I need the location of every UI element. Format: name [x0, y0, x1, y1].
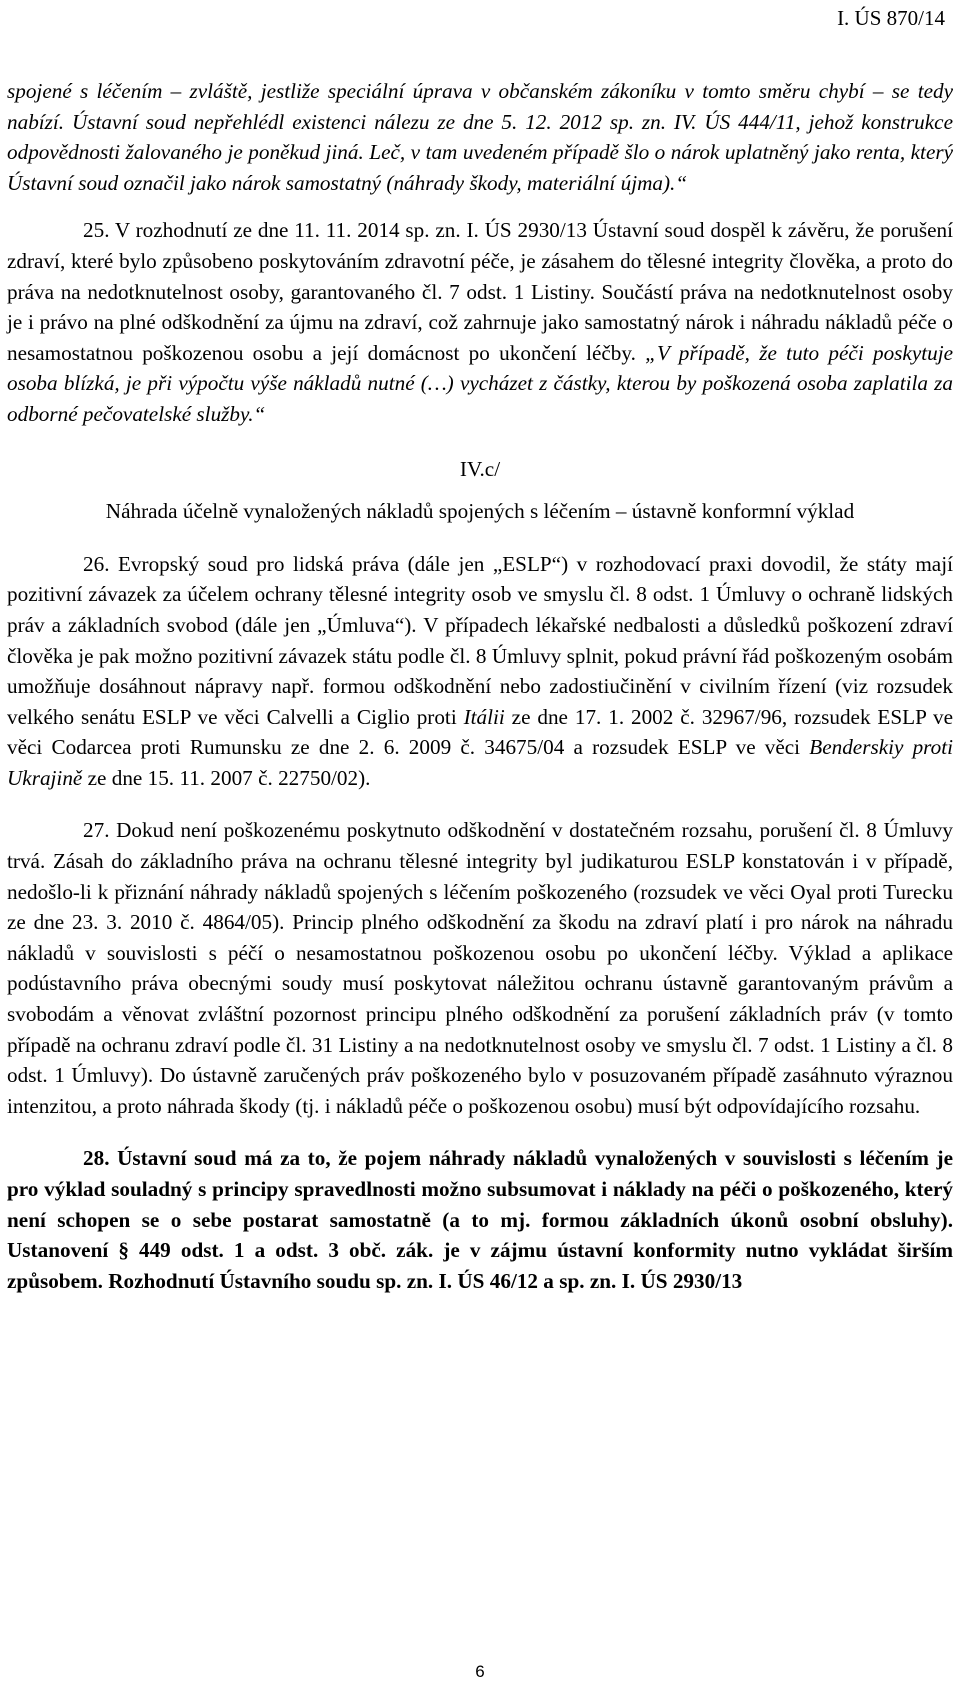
paragraph-26 — [7, 549, 953, 794]
paragraph-26-text-b: ze dne 17. 1. 2002 č. 32967/96, rozsudek ESLP ve věci Codarcea proti Rumunsku ze dne 2. 6. 2009 č. 34675/04 a rozsudek ESLP ve věci — [7, 704, 953, 760]
paragraph-26-italic-itali: Itálii — [463, 704, 505, 729]
paragraph-continuation-quote: spojené s léčením – zvláště, jestliže speciální úprava v občanském zákoníku v tomto směru chybí – se tedy nabízí. Ústavní soud nepřehlédl existenci nálezu ze dne 5. 12. 2012 sp. zn. IV. ÚS 444/11, jehož konstrukce odpovědnosti žalovaného je poněkud jiná. Leč, v tam uvedeném případě šlo o nárok uplatněný jako renta, který Ústavní soud označil jako nárok samostatný (náhrady škody, materiální újma).“ — [7, 79, 953, 195]
paragraph-25-quote: „V případě, že tuto péči poskytuje osoba blízká, je při výpočtu výše nákladů nutné (…) vycházet z částky, kterou by poškozená osoba zaplatila za odborné pečovatelské služby.“ — [7, 340, 953, 426]
paragraph-27: 27. Dokud není poškozenému poskytnuto odškodnění v dostatečném rozsahu, porušení čl. 8 Úmluvy trvá. Zásah do základního práva na ochranu tělesné integrity byl judikaturou ESLP konstatován i v případě, nedošlo-li k přiznání náhrady nákladů spojených s léčením poškozeného (rozsudek ve věci Oyal proti Turecku ze dne 23. 3. 2010 č. 4864/05). Princip plného odškodnění za škodu na zdraví platí i pro nárok na náhradu nákladů v souvislosti s péčí o nesamostatnou poškozenou osobu po ukončení léčby. Výklad a aplikace podústavního práva obecnými soudy musí poskytovat náležitou ochranu ústavně garantovaným právům a svobodám a věnovat zvláštní pozornost principu plného odškodnění za porušení základních práv (v tomto případě na ochranu zdraví podle čl. 31 Listiny a na nedotknutelnost osoby ve smyslu čl. 7 odst. 1 Listiny a čl. 8 odst. 1 Úmluvy). Do ústavně zaručených práv poškozeného bylo v posuzovaném případě zasáhnuto výraznou intenzitou, a proto náhrada škody (tj. i nákladů péče o poškozenou osobu) musí být odpovídajícího rozsahu. — [7, 818, 953, 1118]
document-body — [7, 76, 953, 1296]
paragraph-26-text-c: ze dne 15. 11. 2007 č. 22750/02). — [82, 765, 371, 790]
paragraph-28: 28. Ústavní soud má za to, že pojem náhrady nákladů vynaložených v souvislosti s léčením je pro výklad souladný s principy spravedlnosti možno subsumovat i náklady na péči o poškozeného, který není schopen se o sebe postarat samostatně (a to mj. formou základních úkonů osobní obsluhy). Ustanovení § 449 odst. 1 a odst. 3 obč. zák. je v zájmu ústavní konformity nutno vykládat širším způsobem. Rozhodnutí Ústavního soudu sp. zn. I. ÚS 46/12 a sp. zn. I. ÚS 2930/13 — [7, 1146, 953, 1293]
section-heading: IV.c/ — [459, 456, 501, 481]
paragraph-25-text: 25. V rozhodnutí ze dne 11. 11. 2014 sp. zn. I. ÚS 2930/13 Ústavní soud dospěl k závěru, že porušení zdraví, které bylo způsobeno poskytováním zdravotní péče, je zásahem do tělesné integrity člověka, a proto do práva na nedotknutelnost osoby, garantovaného čl. 7 odst. 1 Listiny. Součástí práva na nedotknutelnost osoby je i právo na plné odškodnění za újmu na zdraví, což zahrnuje jako samostatný nárok i náhradu nákladů péče o nesamostatnou poškozenou osobu a její domácnost po ukončení léčby. — [7, 218, 953, 365]
paragraph-26-text-a: 26. Evropský soud pro lidská práva (dále jen „ESLP“) v rozhodovací praxi dovodil, že státy mají pozitivní závazek za účelem ochrany tělesné integrity osob ve smyslu čl. 8 odst. 1 Úmluvy o ochraně lidských práv a základních svobod (dále jen „Úmluva“). V případech lékařské nedbalosti a důsledků poškození zdraví člověka je pak možno pozitivní závazek státu podle čl. 8 Úmluvy splnit, pokud právní řád poškozeným osobám umožňuje dosáhnout nápravy např. formou odškodnění nebo zadostiučinění v civilním řízení (viz rozsudek velkého senátu ESLP ve věci Calvelli a Ciglio proti — [7, 551, 953, 729]
page-number: 6 — [475, 1662, 485, 1681]
case-number-header: I. ÚS 870/14 — [837, 6, 945, 30]
section-subheading: Náhrada účelně vynaložených nákladů spojených s léčením – ústavně konformní výklad — [105, 499, 855, 524]
paragraph-26-italic-benderskiy: Benderskiy proti Ukrajině — [7, 735, 953, 790]
paragraph-25 — [7, 215, 953, 429]
